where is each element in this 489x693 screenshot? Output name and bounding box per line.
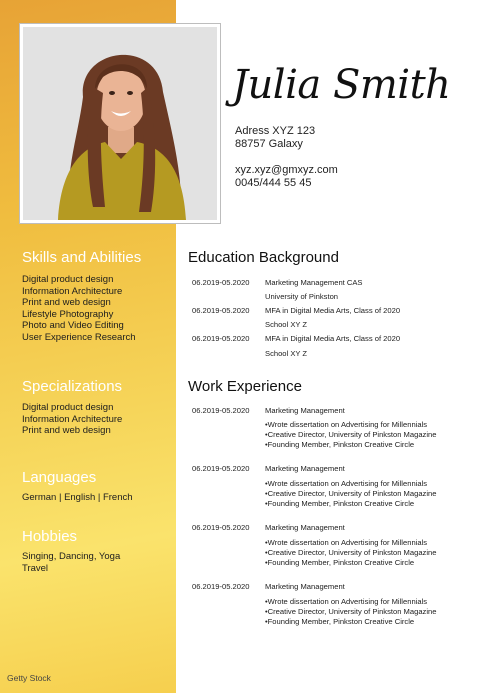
work-bullet: •Wrote dissertation on Advertising for Millennials: [265, 597, 428, 606]
work-date: 06.2019-05.2020: [192, 523, 250, 532]
profile-photo: [23, 27, 217, 220]
portrait-illustration: [23, 27, 217, 220]
work-bullet: •Wrote dissertation on Advertising for Millennials: [265, 479, 428, 488]
work-date: 06.2019-05.2020: [192, 582, 250, 591]
work-title: Marketing Management: [265, 523, 345, 532]
education-title: Marketing Management CAS: [265, 278, 363, 287]
specializations-list: [22, 402, 122, 437]
skill-item: Digital product design: [22, 274, 114, 285]
address-line: Adress XYZ 123: [235, 125, 316, 137]
languages-list: [22, 492, 133, 504]
specialization-item: Print and web design: [22, 425, 111, 437]
education-heading: Education Background: [188, 249, 339, 266]
education-date: 06.2019-05.2020: [192, 278, 250, 287]
specializations-heading: Specializations: [22, 378, 123, 395]
education-institution: University of Pinkston: [265, 292, 339, 301]
skill-item: Lifestyle Photography: [22, 308, 114, 320]
city-line: 88757 Galaxy: [235, 138, 303, 150]
skills-list: [22, 274, 136, 344]
work-bullet: •Creative Director, University of Pinkston Magazine: [265, 607, 437, 616]
watermark-text: Getty Stock: [7, 673, 51, 683]
work-heading: Work Experience: [188, 378, 302, 395]
languages-heading: Languages: [22, 469, 97, 486]
specialization-item: Information Architecture: [22, 413, 123, 425]
work-title: Marketing Management: [265, 464, 345, 473]
work-bullet: •Founding Member, Pinkston Creative Circle: [265, 558, 415, 567]
education-title: MFA in Digital Media Arts, Class of 2020: [265, 334, 401, 343]
work-title: Marketing Management: [265, 406, 345, 415]
work-bullet: •Creative Director, University of Pinkston Magazine: [265, 489, 437, 498]
candidate-name: Julia Smith: [232, 62, 451, 108]
hobbies-heading: Hobbies: [22, 528, 78, 545]
phone-line: 0045/444 55 45: [235, 177, 312, 189]
work-bullet: •Founding Member, Pinkston Creative Circle: [265, 617, 415, 626]
work-bullet: •Founding Member, Pinkston Creative Circle: [265, 499, 415, 508]
work-date: 06.2019-05.2020: [192, 406, 250, 415]
education-date: 06.2019-05.2020: [192, 306, 250, 315]
specialization-item: Digital product design: [22, 402, 114, 413]
profile-photo-frame: [19, 23, 221, 224]
skill-item: Information Architecture: [22, 285, 123, 297]
hobby-item: Singing, Dancing, Yoga: [22, 551, 121, 562]
education-date: 06.2019-05.2020: [192, 334, 250, 343]
skills-heading: Skills and Abilities: [22, 249, 142, 266]
work-bullet: •Wrote dissertation on Advertising for Millennials: [265, 420, 428, 429]
education-institution: School XY Z: [265, 320, 308, 329]
email-line: xyz.xyz@gmxyz.com: [235, 164, 338, 176]
work-bullet: •Creative Director, University of Pinkston Magazine: [265, 430, 437, 439]
languages-text: German | English | French: [22, 492, 133, 503]
hobby-item: Travel: [22, 562, 49, 574]
hobbies-list: [22, 551, 120, 574]
education-title: MFA in Digital Media Arts, Class of 2020: [265, 306, 401, 315]
work-bullet: •Creative Director, University of Pinkston Magazine: [265, 548, 437, 557]
work-title: Marketing Management: [265, 582, 345, 591]
skill-item: Photo and Video Editing: [22, 320, 124, 332]
skill-item: Print and web design: [22, 297, 111, 309]
work-bullet: •Wrote dissertation on Advertising for Millennials: [265, 538, 428, 547]
education-institution: School XY Z: [265, 349, 308, 358]
skill-item: User Experience Research: [22, 331, 136, 343]
work-bullet: •Founding Member, Pinkston Creative Circle: [265, 440, 415, 449]
work-date: 06.2019-05.2020: [192, 464, 250, 473]
